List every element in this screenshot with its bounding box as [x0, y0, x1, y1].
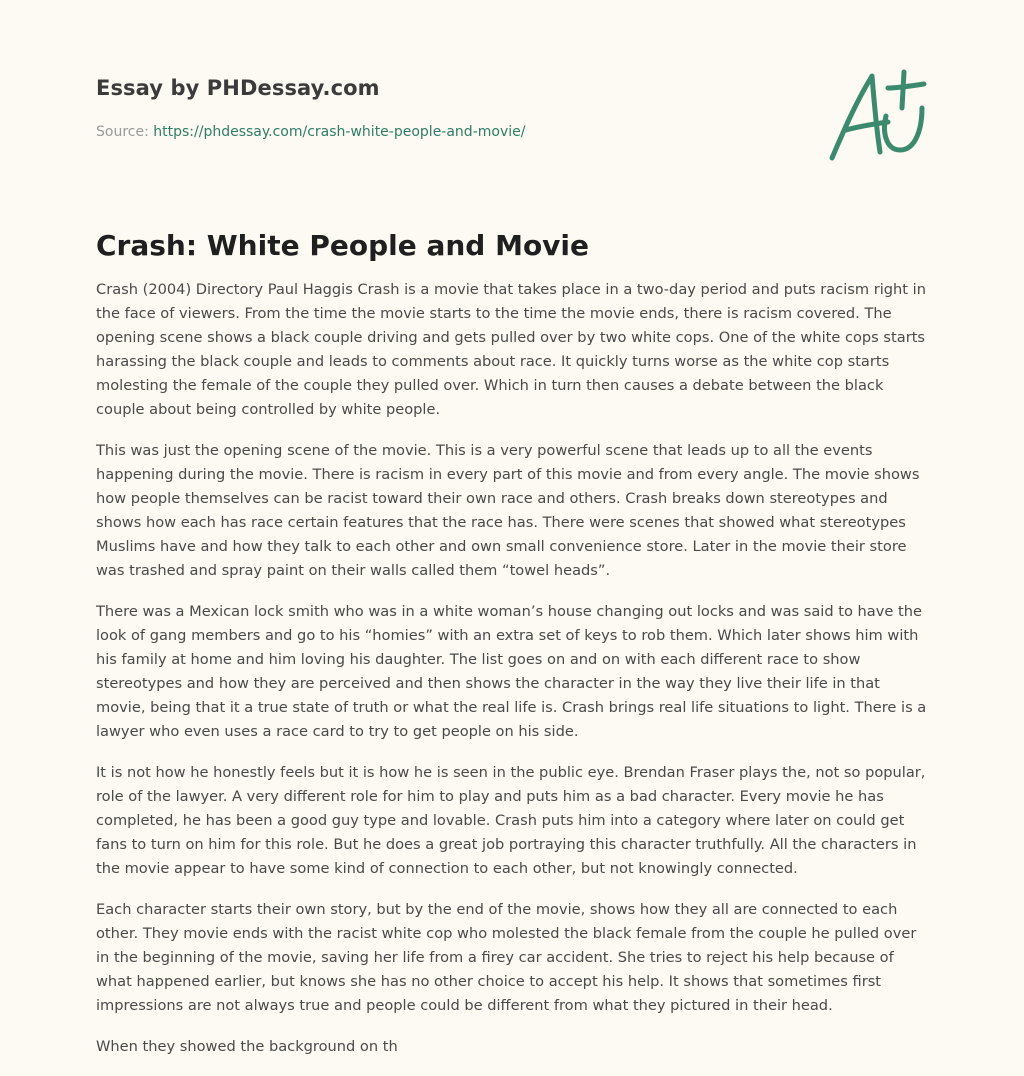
essay-paragraph: Each character starts their own story, but by the end of the movie, shows how they all are connected to each other. They movie ends with the racist white cop who molested the black female from the couple he pulled over in the beginning of the movie, saving her life from a firey car accident. She tries to reject his help because of what happened earlier, but knows she has no other choice to accept his help. It shows that sometimes first impressions are not always true and people could be different from what they pictured in their head.: [96, 901, 917, 1014]
essay-body: [96, 278, 930, 1059]
source-line: [96, 124, 525, 140]
essay-paragraph: There was a Mexican lock smith who was in a white woman’s house changing out locks and was said to have the look of gang members and go to his “homies” with an extra set of keys to rob them. Which later shows him with his family at home and him loving his daughter. The list goes on and on with each different race to show stereotypes and how they are perceived and then shows the character in the way they live their life in that movie, being that it a true state of truth or what the real life is. Crash brings real life situations to light. There is a lawyer who even uses a race card to try to get people on his side.: [96, 603, 927, 740]
essay-paragraph: When they showed the background on th: [96, 1038, 398, 1055]
essay-title: Crash: White People and Movie: [96, 229, 590, 262]
essay-paragraph: It is not how he honestly feels but it is how he is seen in the public eye. Brendan Fraser plays the, not so popular, role of the lawyer. A very different role for him to play and puts him as a bad character. Every movie he has completed, he has been a good guy type and lovable. Crash puts him into a category where later on could get fans to turn on him for this role. But he does a great job portraying this character truthfully. All the characters in the movie appear to have some kind of connection to each other, but not knowingly connected.: [96, 764, 926, 877]
source-link[interactable]: https://phdessay.com/crash-white-people-and-movie/: [153, 124, 526, 140]
source-label: Source:: [96, 124, 154, 140]
brand-title: Essay by PHDessay.com: [96, 76, 380, 100]
essay-paragraph: This was just the opening scene of the movie. This is a very powerful scene that leads up to all the events happening during the movie. There is racism in every part of this movie and from every angle. The movie shows how people themselves can be racist toward their own race and others. Crash breaks down stereotypes and shows how each has race certain features that the race has. There were scenes that showed what stereotypes Muslims have and how they talk to each other and own small convenience store. Later in the movie their store was trashed and spray paint on their walls called them “towel heads”.: [96, 442, 920, 579]
page-header: [96, 0, 930, 200]
a-plus-logo-icon: [826, 66, 930, 164]
essay-paragraph: Crash (2004) Directory Paul Haggis Crash is a movie that takes place in a two-day period and puts racism right in the face of viewers. From the time the movie starts to the time the movie ends, there is racism covered. The opening scene shows a black couple driving and gets pulled over by two white cops. One of the white cops starts harassing the black couple and leads to comments about race. It quickly turns worse as the white cop starts molesting the female of the couple they pulled over. Which in turn then causes a debate between the black couple about being controlled by white people.: [96, 281, 926, 418]
